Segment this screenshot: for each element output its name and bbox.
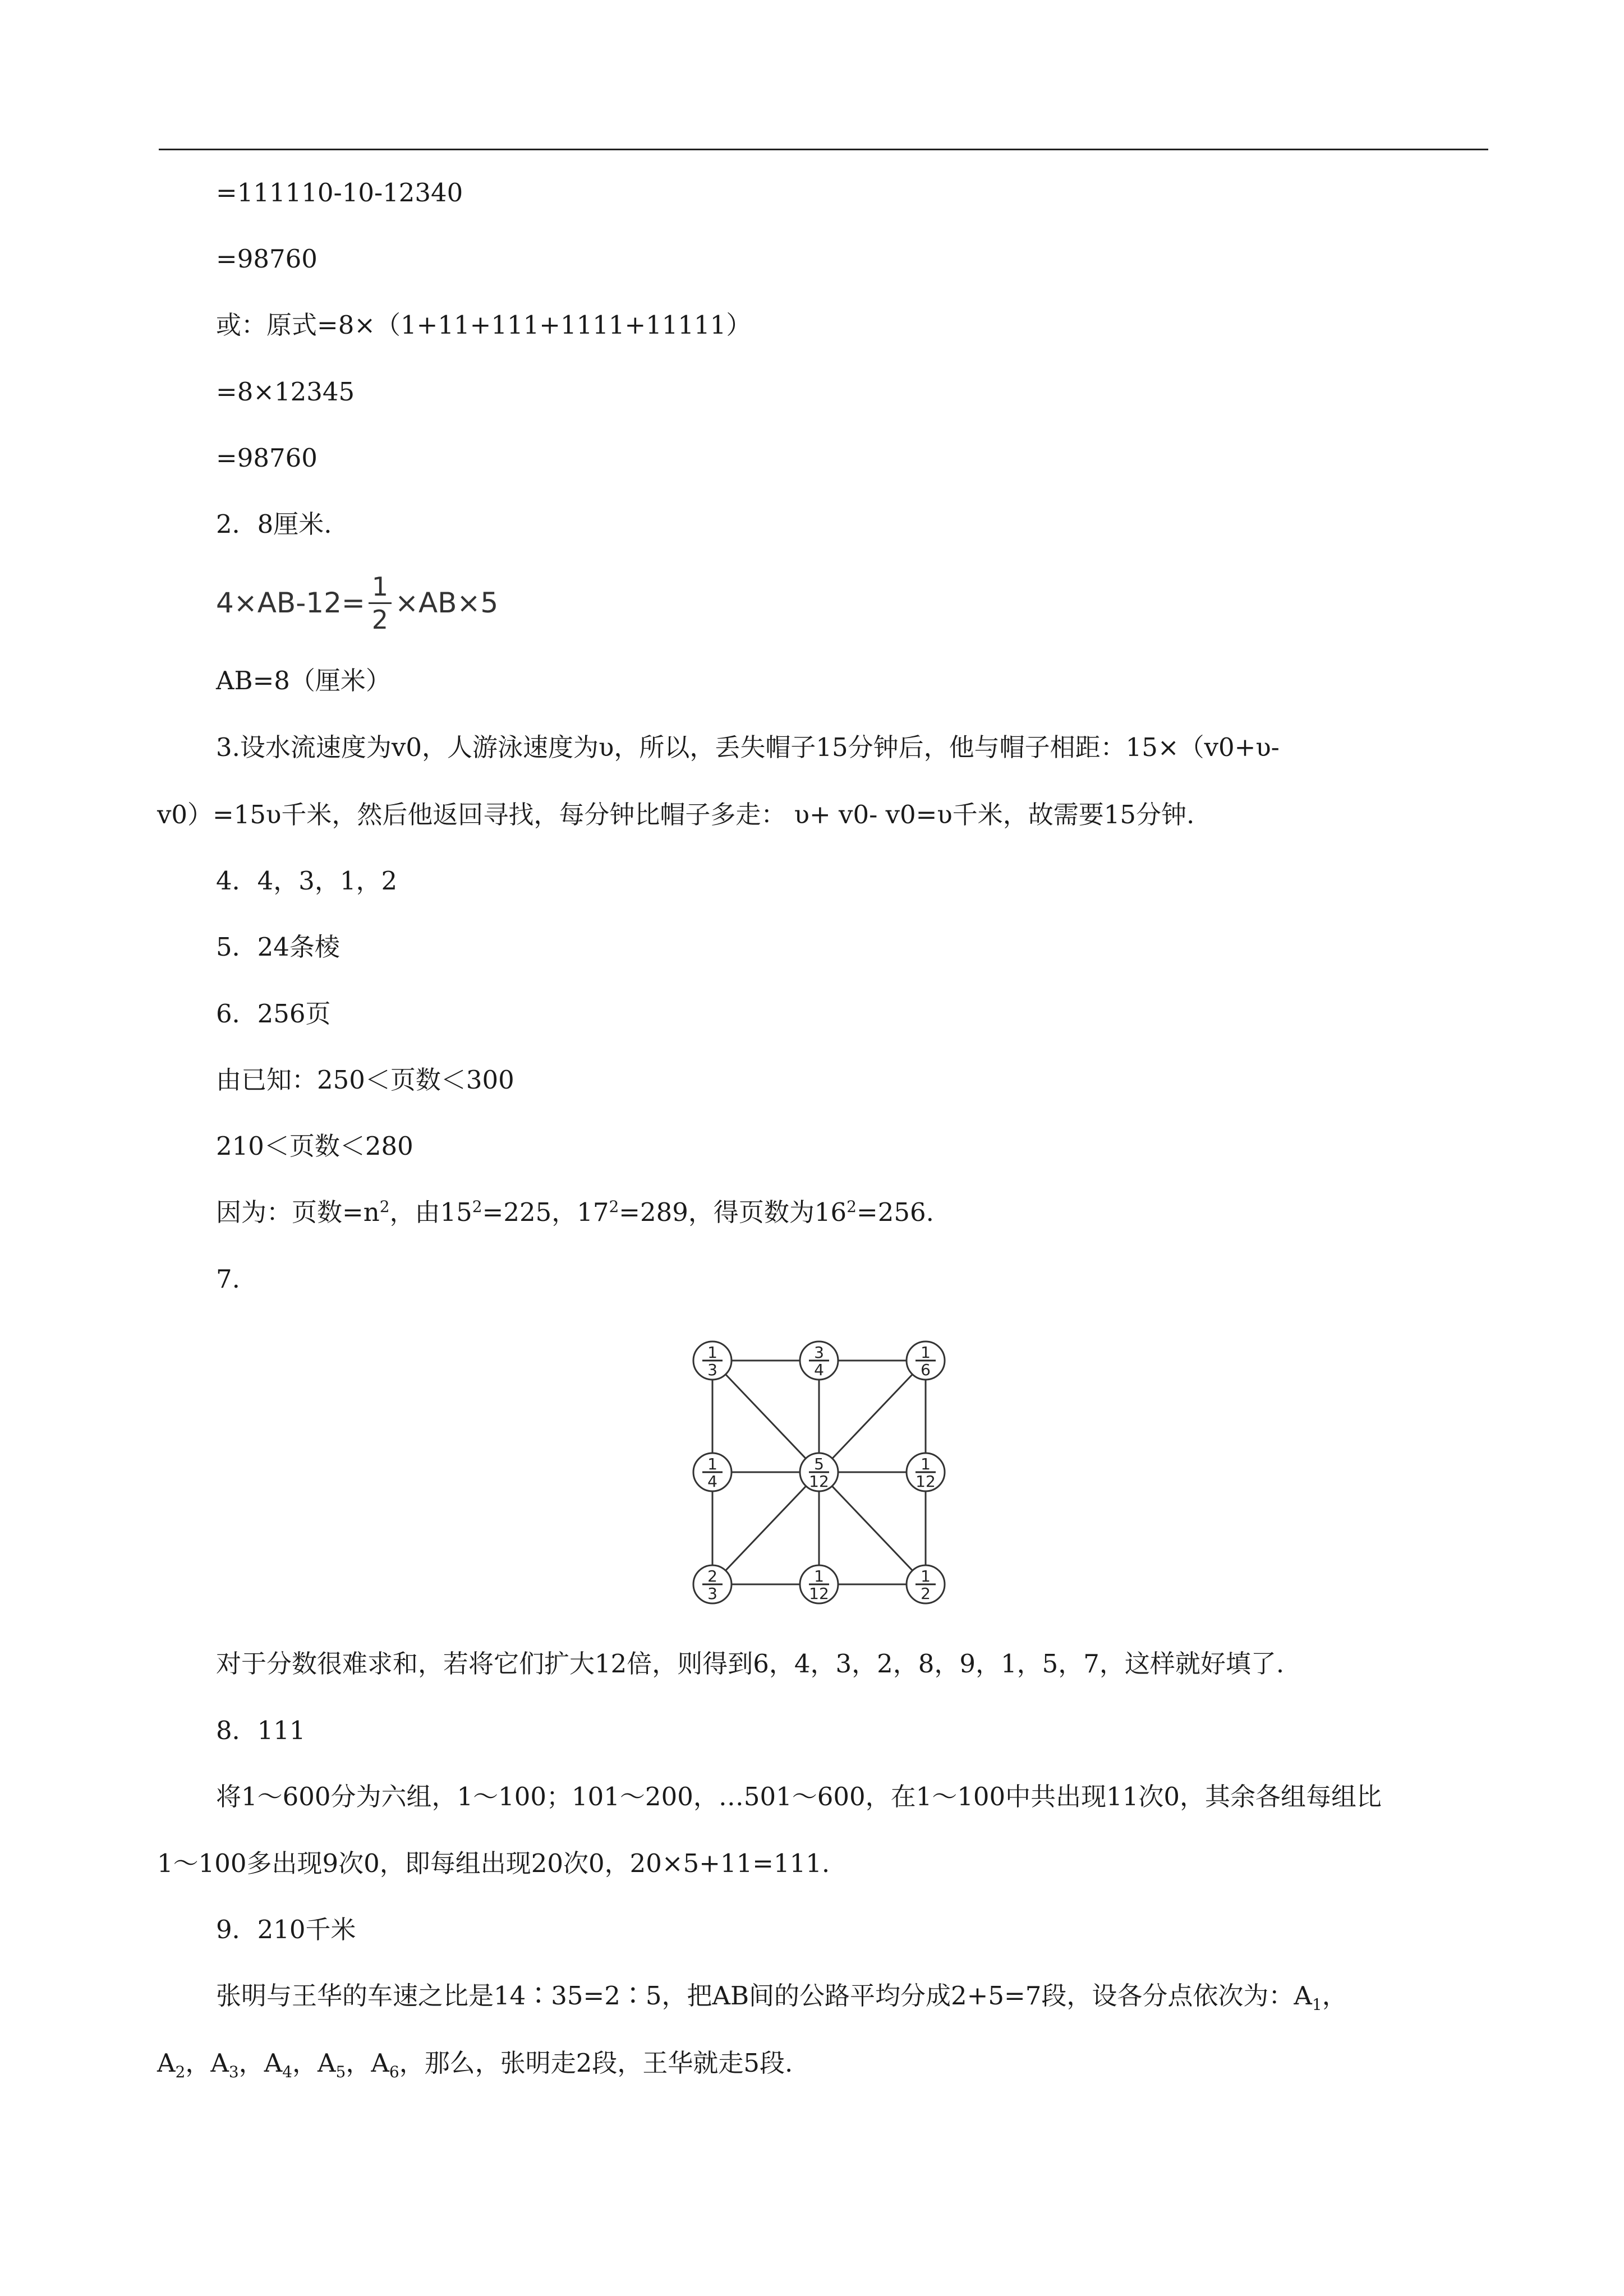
point-subscript: 3 (228, 2063, 239, 2081)
line-3: 或：原式=8×（1+11+111+1111+11111） (216, 310, 752, 340)
line-21: 9．210千米 (216, 1915, 356, 1944)
node-denominator: 6 (921, 1361, 931, 1379)
line-16: 7. (216, 1264, 240, 1294)
line-15-sup-1: 2 (379, 1197, 390, 1216)
line-19: 将1～600分为六组，1～100；101～200，…501～600，在1～100中共出现11次0，其余各组每组比 (216, 1782, 1382, 1811)
fraction-node (693, 1341, 732, 1380)
point-label: A (210, 2048, 229, 2078)
node-denominator: 2 (921, 1584, 931, 1603)
line-15-sup-3: 2 (609, 1197, 619, 1216)
line-9: v0）=15υ千米，然后他返回寻找，每分钟比帽子多走： υ+ v0- v0=υ千米，故需要15分钟. (157, 800, 1195, 829)
node-denominator: 12 (809, 1472, 829, 1491)
line-4: =8×12345 (216, 377, 355, 407)
line-15-sup-4: 2 (846, 1197, 857, 1216)
fraction-node (907, 1565, 945, 1603)
fraction-node (800, 1565, 838, 1603)
line-15 (216, 1196, 934, 1229)
line-1: =111110-10-12340 (216, 178, 463, 208)
equation-left: 4×AB-12= (216, 587, 365, 619)
fraction-numerator: 1 (369, 571, 392, 604)
fraction-node (907, 1341, 945, 1380)
node-numerator: 1 (921, 1343, 931, 1362)
fraction-node (800, 1341, 838, 1380)
line-18: 8．111 (216, 1716, 306, 1745)
line-13: 由已知：250＜页数＜300 (216, 1065, 514, 1095)
separator: ， (238, 2048, 264, 2078)
point-subscript: 4 (282, 2063, 293, 2081)
header-rule (159, 149, 1488, 150)
line-17: 对于分数很难求和，若将它们扩大12倍，则得到6，4，3，2，8，9，1，5，7，这样就好填了. (216, 1649, 1285, 1679)
fraction-denominator: 2 (371, 604, 389, 635)
node-numerator: 1 (707, 1343, 717, 1362)
line-23 (157, 2047, 793, 2080)
line-11: 5．24条棱 (216, 932, 340, 962)
fraction-node (693, 1453, 732, 1491)
line-22-part-1: 张明与王华的车速之比是14∶35=2∶5，把AB间的公路平均分成2+5=7段，设各分点依次为：A (216, 1981, 1312, 2011)
line-22 (216, 1980, 1347, 2012)
node-numerator: 3 (814, 1343, 824, 1362)
node-denominator: 4 (707, 1472, 717, 1491)
line-5: =98760 (216, 443, 318, 473)
fraction-node (907, 1453, 945, 1491)
line-10: 4．4，3，1，2 (216, 866, 398, 896)
point-label: A (371, 2048, 389, 2078)
node-numerator: 1 (921, 1455, 931, 1473)
node-denominator: 3 (707, 1584, 717, 1603)
line-22-part-2: ， (1322, 1981, 1347, 2011)
line-8: 3.设水流速度为v0，人游泳速度为υ，所以，丢失帽子15分钟后，他与帽子相距：15×（v0+υ- (216, 732, 1280, 762)
node-numerator: 1 (921, 1567, 931, 1585)
equation (216, 566, 498, 639)
separator: ， (292, 2048, 318, 2078)
line-6: 2．8厘米. (216, 509, 332, 539)
fraction-node (800, 1453, 838, 1491)
line-15-part-3: =225，17 (482, 1197, 609, 1227)
point-subscript: 5 (335, 2063, 346, 2081)
node-denominator: 3 (707, 1361, 717, 1379)
separator: ， (346, 2048, 371, 2078)
line-15-part-2: ，由15 (389, 1197, 472, 1227)
node-numerator: 1 (707, 1455, 717, 1473)
point-subscript: 6 (389, 2063, 399, 2081)
node-numerator: 5 (814, 1455, 824, 1473)
point-label: A (157, 2048, 176, 2078)
point-label: A (318, 2048, 336, 2078)
equation-fraction (369, 571, 392, 635)
fraction-node (693, 1565, 732, 1603)
line-2: =98760 (216, 244, 318, 274)
separator: ， (185, 2048, 211, 2078)
line-14: 210＜页数＜280 (216, 1131, 413, 1161)
line-15-part-4: =289，得页数为16 (619, 1197, 847, 1227)
node-denominator: 12 (915, 1472, 936, 1491)
point-label: A (264, 2048, 283, 2078)
node-numerator: 2 (707, 1567, 717, 1585)
line-20: 1～100多出现9次0，即每组出现20次0，20×5+11=111. (157, 1848, 830, 1878)
line-12: 6．256页 (216, 999, 331, 1029)
line-22-sub-1: 1 (1312, 1995, 1322, 2014)
line-15-sup-2: 2 (472, 1197, 482, 1216)
equation-right: ×AB×5 (395, 587, 499, 619)
line-7: AB=8（厘米） (216, 666, 391, 695)
node-denominator: 12 (809, 1584, 829, 1603)
line-23-tail: ，那么，张明走2段，王华就走5段. (399, 2048, 793, 2078)
fraction-grid-diagram (682, 1329, 962, 1618)
line-15-part-5: =256. (856, 1197, 934, 1227)
node-denominator: 4 (814, 1361, 824, 1379)
node-numerator: 1 (814, 1567, 824, 1585)
line-15-part-1: 因为：页数=n (216, 1197, 380, 1227)
point-subscript: 2 (175, 2063, 186, 2081)
